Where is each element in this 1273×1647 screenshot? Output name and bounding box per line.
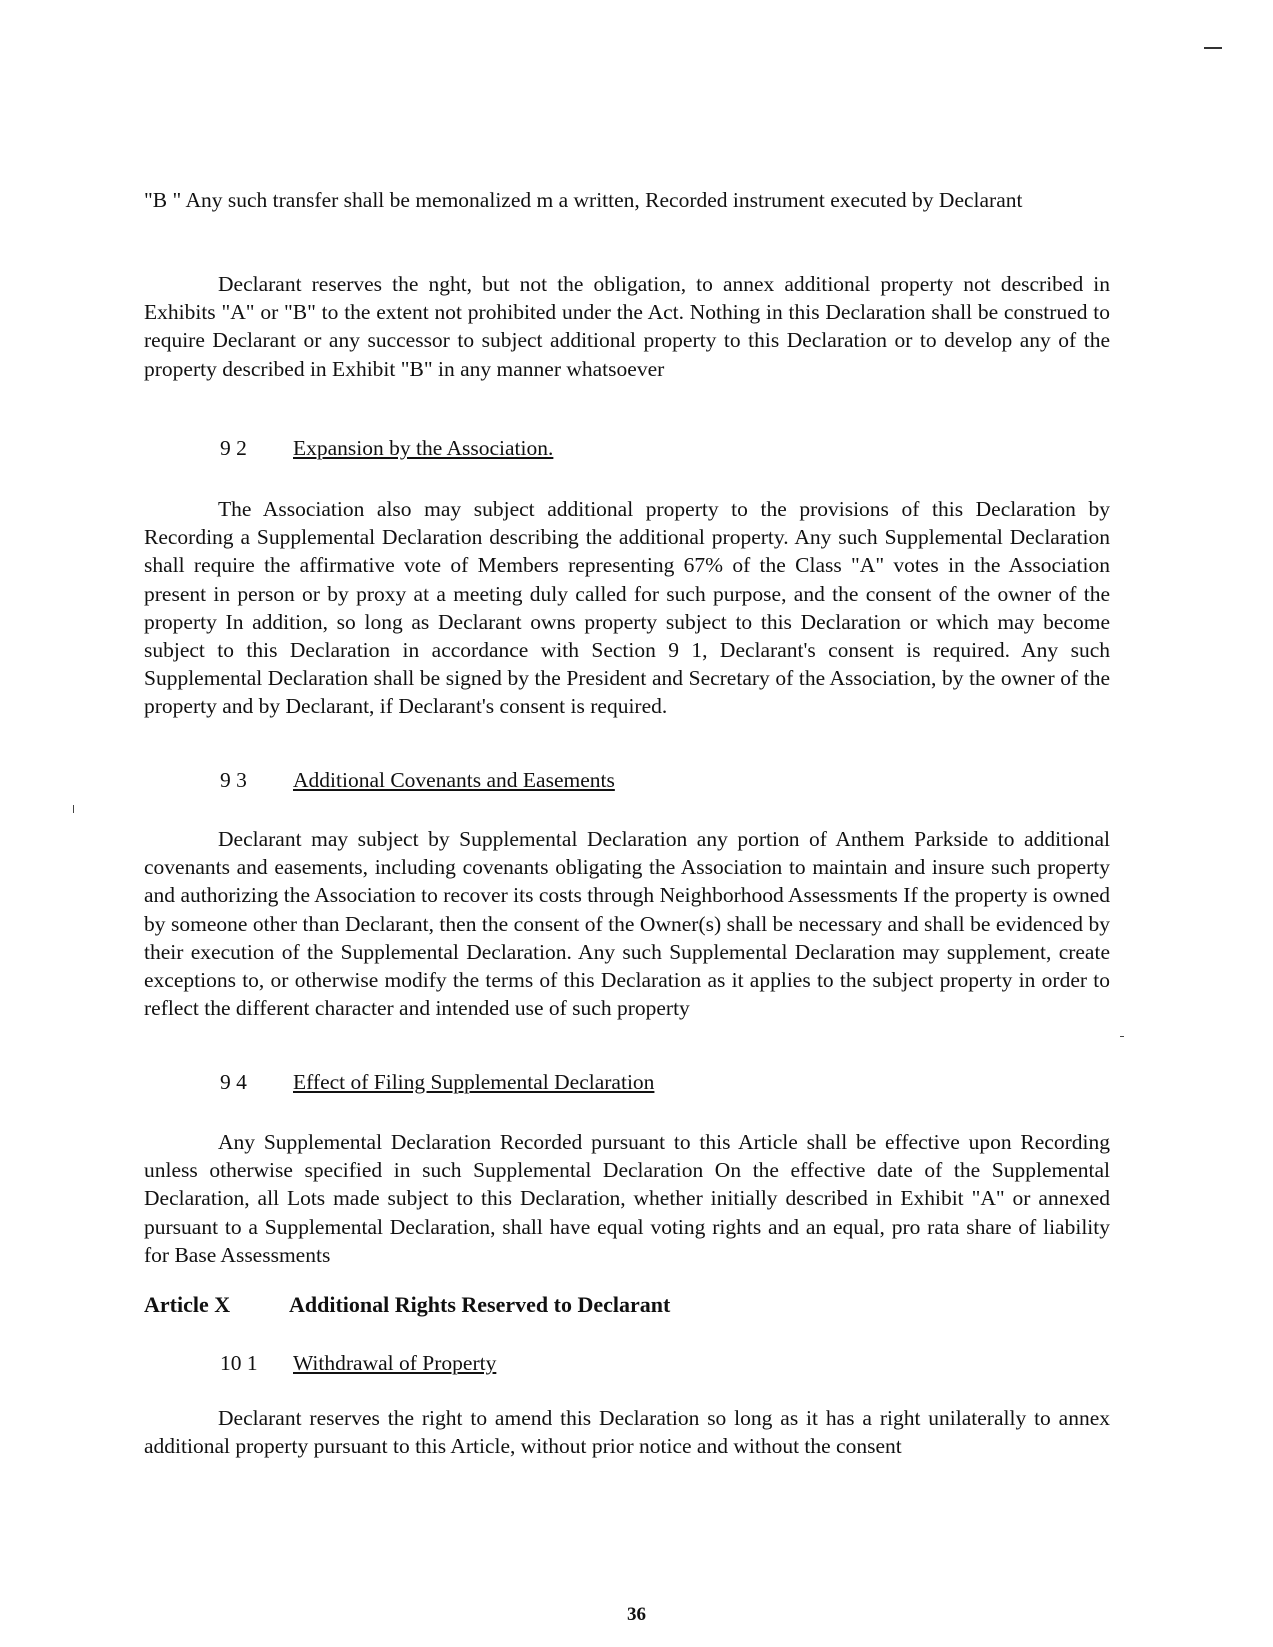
article-title: Additional Rights Reserved to Declarant [289, 1292, 671, 1317]
section-title: Withdrawal of Property [293, 1351, 497, 1375]
section-number: 9 2 [220, 436, 247, 460]
article-number: Article X [144, 1292, 231, 1317]
scan-mark [1204, 47, 1222, 49]
section-title: Effect of Filing Supplemental Declaration [293, 1070, 655, 1094]
paragraph-transfer: "B " Any such transfer shall be memonalized m a written, Recorded instrument executed by Declarant [144, 188, 1023, 212]
section-number: 9 3 [220, 768, 247, 792]
section-title: Expansion by the Association. [293, 436, 554, 460]
page-number: 36 [627, 1604, 646, 1625]
scan-mark [73, 805, 74, 813]
paragraph-association-expansion: The Association also may subject additional property to the provisions of this Declaration by Recording a Supplemental Declaration describing the additional property. Any such Supplemental Declaration shall require the affirmative vote of Members representing 67% of the Class "A" votes in the Association present in person or by proxy at a meeting duly called for such purpose, and the consent of the owner of the property In addition, so long as Declarant owns property subject to this Declaration or which may become subject to this Declaration in accordance with Section 9 1, Declarant's consent is required. Any such Supplemental Declaration shall be signed by the President and Secretary of the Association, by the owner of the property and by Declarant, if Declarant's consent is required. [144, 497, 1110, 719]
paragraph-filing-effect: Any Supplemental Declaration Recorded pursuant to this Article shall be effective upon Recording unless otherwise specified in such Supplemental Declaration On the effective date of the Supplemental Declaration, all Lots made subject to this Declaration, whether initially described in Exhibit "A" or annexed pursuant to a Supplemental Declaration, shall have equal voting rights and an equal, pro rata share of liability for Base Assessments [144, 1130, 1110, 1267]
paragraph-annex-rights: Declarant reserves the nght, but not the obligation, to annex additional property not described in Exhibits "A" or "B" to the extent not prohibited under the Act. Nothing in this Declaration shall be construed to require Declarant or any successor to subject additional property to this Declaration or to develop any of the property described in Exhibit "B" in any manner whatsoever [144, 272, 1110, 381]
section-number: 9 4 [220, 1070, 247, 1094]
scan-mark [1120, 1036, 1124, 1037]
paragraph-covenants-easements: Declarant may subject by Supplemental Declaration any portion of Anthem Parkside to additional covenants and easements, including covenants obligating the Association to maintain and insure such property and authorizing the Association to recover its costs through Neighborhood Assessments If the property is owned by someone other than Declarant, then the consent of the Owner(s) shall be necessary and shall be evidenced by their execution of the Supplemental Declaration. Any such Supplemental Declaration may supplement, create exceptions to, or otherwise modify the terms of this Declaration as it applies to the subject property in order to reflect the different character and intended use of such property [144, 827, 1110, 1021]
paragraph-withdrawal: Declarant reserves the right to amend this Declaration so long as it has a right unilaterally to annex additional property pursuant to this Article, without prior notice and without the consent [144, 1406, 1110, 1459]
section-title: Additional Covenants and Easements [293, 768, 615, 792]
section-heading-9-2 [220, 434, 553, 462]
article-heading [144, 1291, 670, 1319]
section-heading-10-1 [220, 1349, 496, 1377]
section-heading-9-3 [220, 766, 615, 794]
section-heading-9-4 [220, 1068, 654, 1096]
section-number: 10 1 [220, 1351, 258, 1375]
